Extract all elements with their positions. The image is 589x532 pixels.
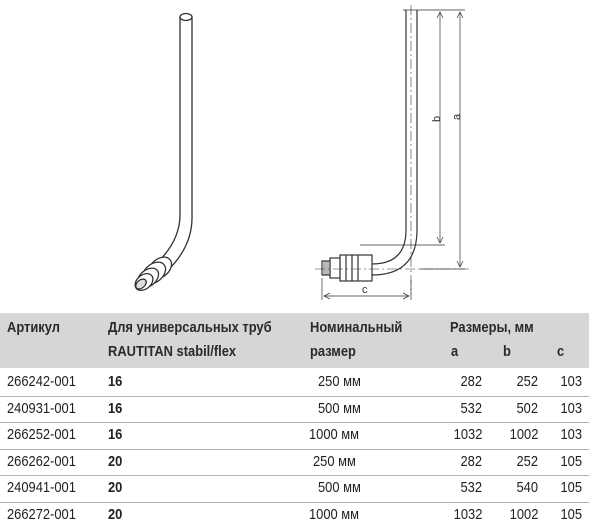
header-pipes-line1: Для универсальных труб bbox=[108, 319, 272, 336]
table-row bbox=[0, 475, 589, 503]
cell-b: 252 bbox=[516, 452, 538, 470]
cell-pipe: 20 bbox=[108, 479, 123, 496]
header-dim-c: c bbox=[557, 343, 565, 360]
cell-pipe: 20 bbox=[108, 452, 123, 470]
cell-c: 105 bbox=[560, 505, 582, 523]
cell-nominal: 500 мм bbox=[318, 479, 361, 496]
header-pipes-line2: RAUTITAN stabil/flex bbox=[108, 343, 237, 360]
cell-nominal: 250 мм bbox=[313, 452, 356, 470]
cell-nominal: 500 мм bbox=[318, 399, 361, 417]
cell-pipe: 20 bbox=[108, 505, 123, 523]
cell-article: 240931-001 bbox=[7, 399, 76, 417]
table-row bbox=[0, 422, 589, 450]
cell-c: 103 bbox=[560, 373, 582, 390]
header-nominal-line2: размер bbox=[310, 343, 356, 360]
cell-c: 105 bbox=[560, 452, 582, 470]
cell-nominal: 1000 мм bbox=[309, 426, 360, 443]
cell-c: 105 bbox=[560, 479, 582, 496]
header-dim-a: a bbox=[451, 343, 459, 360]
table-header bbox=[0, 313, 589, 368]
cell-b: 252 bbox=[516, 373, 538, 390]
table-row bbox=[0, 449, 589, 477]
pipe-dimension-drawing bbox=[315, 5, 470, 300]
cell-a: 532 bbox=[460, 479, 482, 496]
cell-a: 282 bbox=[460, 373, 482, 390]
pipe-perspective-illustration bbox=[132, 14, 192, 294]
cell-b: 502 bbox=[516, 399, 538, 417]
table-row bbox=[0, 502, 589, 529]
cell-article: 266272-001 bbox=[7, 505, 76, 523]
table-row bbox=[0, 369, 589, 397]
dimension-label-a: a bbox=[451, 113, 463, 120]
dimension-label-b: b bbox=[431, 115, 443, 122]
cell-a: 1032 bbox=[453, 505, 482, 523]
dimension-label-c: c bbox=[362, 284, 368, 296]
cell-pipe: 16 bbox=[108, 373, 123, 390]
header-article: Артикул bbox=[7, 319, 60, 336]
cell-a: 282 bbox=[460, 452, 482, 470]
cell-c: 103 bbox=[560, 399, 582, 417]
cell-article: 266262-001 bbox=[7, 452, 76, 470]
header-dim-b: b bbox=[503, 343, 511, 360]
product-table bbox=[0, 313, 589, 532]
cell-c: 103 bbox=[560, 426, 582, 443]
cell-a: 1032 bbox=[453, 426, 482, 443]
cell-pipe: 16 bbox=[108, 426, 123, 443]
header-nominal-line1: Номинальный bbox=[310, 319, 403, 336]
table-row bbox=[0, 396, 589, 424]
cell-article: 266242-001 bbox=[7, 373, 76, 390]
cell-article: 266252-001 bbox=[7, 426, 76, 443]
cell-b: 540 bbox=[516, 479, 538, 496]
cell-nominal: 1000 мм bbox=[309, 505, 360, 523]
cell-nominal: 250 мм bbox=[318, 373, 361, 390]
cell-a: 532 bbox=[460, 399, 482, 417]
cell-b: 1002 bbox=[509, 426, 538, 443]
cell-pipe: 16 bbox=[108, 399, 123, 417]
cell-article: 240941-001 bbox=[7, 479, 76, 496]
header-dimensions-title: Размеры, мм bbox=[450, 319, 534, 336]
cell-b: 1002 bbox=[509, 505, 538, 523]
